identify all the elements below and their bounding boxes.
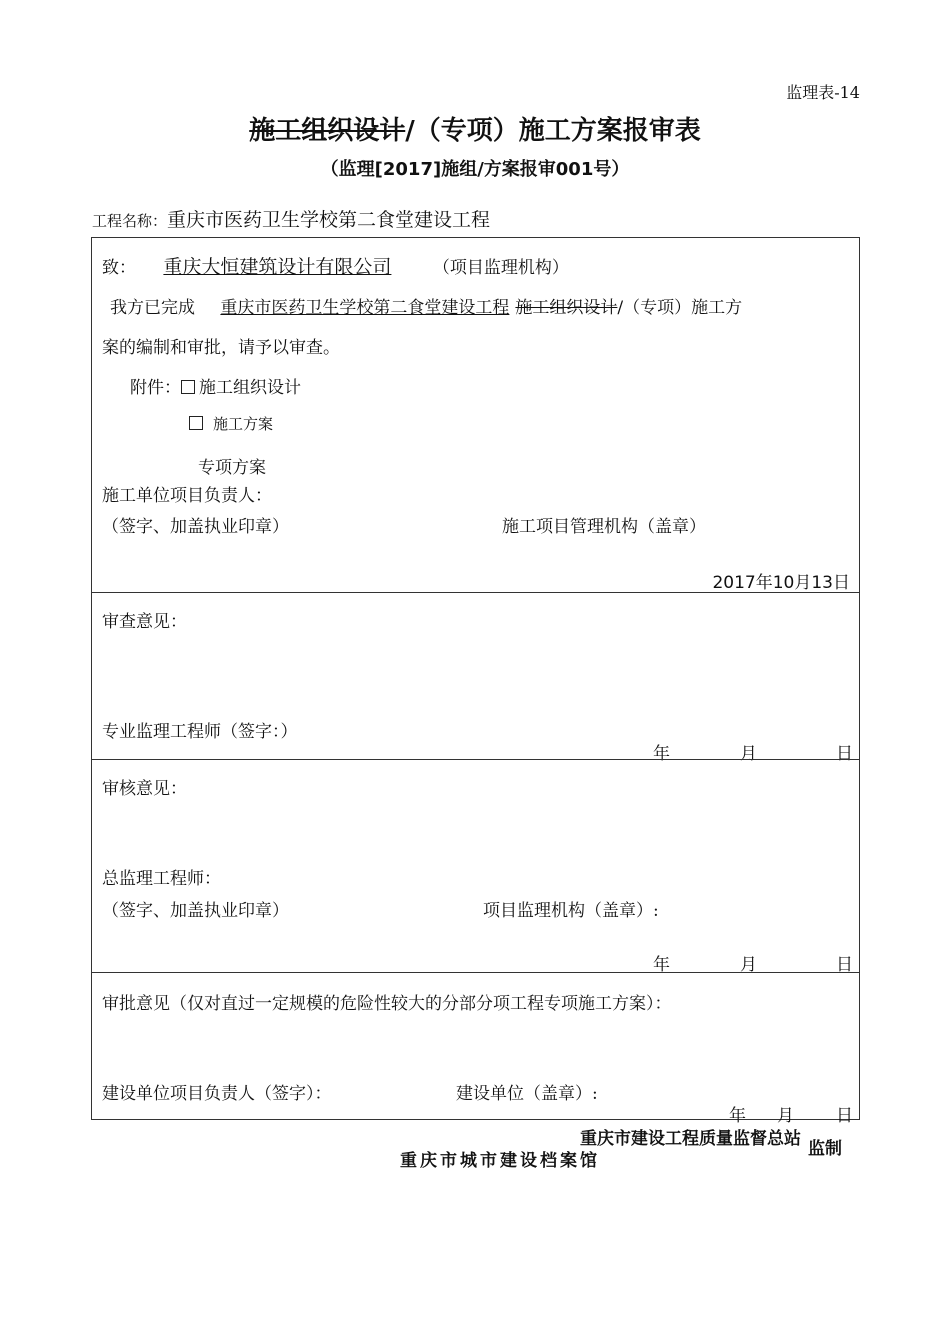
approval-month: 月 (777, 1106, 794, 1126)
addressee-label: 致： (102, 258, 136, 278)
approval-opinion-label: 审批意见（仅对直过一定规模的危险性较大的分部分项工程专项施工方案）： (102, 994, 672, 1014)
attachment-1-checkbox[interactable] (181, 380, 195, 394)
supervising-agency: 重庆市建设工程质量监督总站 (580, 1129, 801, 1149)
review-year: 年 (653, 744, 670, 764)
statement-struck: 施工组织设计 (515, 298, 618, 318)
audit-opinion-label: 审核意见： (102, 779, 187, 799)
attachment-1-label: 施工组织设计 (199, 378, 301, 398)
statement-line-2: 案的编制和审批，请予以审查。 (102, 338, 340, 358)
statement-line-1 (110, 293, 742, 318)
owner-responsible-sign: 建设单位项目负责人（签字）： (102, 1084, 332, 1104)
chief-engineer-label: 总监理工程师： (102, 869, 221, 889)
contractor-sign-note: （签字、加盖执业印章） (102, 517, 289, 537)
addressee-suffix: （项目监理机构） (432, 258, 569, 278)
chief-sign-note: （签字、加盖执业印章） (102, 901, 289, 921)
review-opinion-section (92, 592, 859, 764)
supervised-by-mark: 监制 (808, 1139, 842, 1159)
date-month: 10 (772, 573, 795, 593)
attachments-label: 附件： (130, 378, 181, 398)
page-title (0, 110, 950, 147)
approval-year: 年 (729, 1106, 746, 1126)
approval-day: 日 (836, 1106, 853, 1126)
addressee-value: 重庆大恒建筑设计有限公司 (163, 256, 392, 278)
review-month: 月 (740, 744, 757, 764)
audit-month: 月 (740, 955, 757, 975)
attachment-row-1 (130, 373, 301, 398)
submission-date: 2017年10月13日 (712, 573, 850, 593)
title-text: /（专项）施工方案报审表 (405, 116, 701, 146)
supervision-org-seal: 项目监理机构（盖章）: (483, 901, 659, 921)
specialist-engineer-sign: 专业监理工程师（签字：） (102, 722, 298, 742)
addressee-row (102, 252, 569, 279)
statement-rest: /（专项）施工方 (617, 298, 743, 318)
project-name-label: 工程名称： (92, 212, 168, 230)
review-form-table (91, 237, 860, 1126)
document-number: （监理[2017]施组/方案报审001号） (320, 159, 630, 180)
archive-agency: 重庆市城市建设档案馆 (400, 1151, 600, 1171)
review-opinion-label: 审查意见： (102, 612, 187, 632)
contractor-responsible-label: 施工单位项目负责人： (102, 486, 272, 506)
attachment-3-label: 专项方案 (198, 458, 266, 478)
contractor-org-seal: 施工项目管理机构（盖章） (502, 517, 706, 537)
date-year: 2017 (712, 573, 756, 593)
audit-day: 日 (836, 955, 853, 975)
statement-prefix: 我方已完成 (110, 298, 195, 318)
title-struck-text: 施工组织设计 (249, 116, 406, 146)
date-day: 13 (811, 573, 833, 593)
audit-opinion-section (92, 759, 859, 973)
review-day: 日 (836, 744, 853, 764)
audit-year: 年 (653, 955, 670, 975)
project-name-value: 重庆市医药卫生学校第二食堂建设工程 (167, 209, 491, 231)
submission-section (92, 238, 859, 592)
owner-seal: 建设单位（盖章）: (456, 1084, 598, 1104)
approval-opinion-section (92, 972, 859, 1126)
attachment-row-2 (189, 413, 273, 434)
statement-project: 重庆市医药卫生学校第二食堂建设工程 (220, 298, 510, 318)
form-number: 监理表-14 (786, 83, 860, 102)
attachment-2-label: 施工方案 (213, 415, 274, 433)
attachment-2-checkbox[interactable] (189, 416, 203, 430)
project-name-row (92, 205, 490, 232)
